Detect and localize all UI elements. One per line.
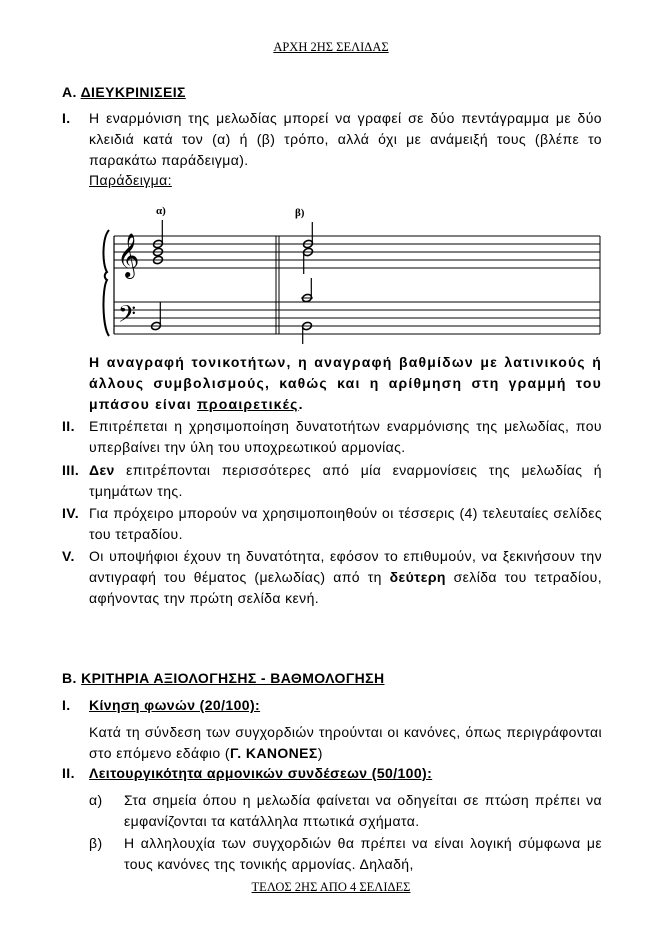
section-a-item-1 [62, 108, 602, 171]
section-b-title [62, 668, 384, 689]
chord-b-treble [303, 222, 314, 274]
item-number: V. [62, 548, 75, 564]
item-number: ΙΙ. [62, 765, 75, 781]
item-text: Οι υποψήφιοι έχουν τη δυνατότητα, εφόσον το επιθυμούν, να ξεκινήσουν την αντιγραφή του θέματος (μελωδίας) από τη [89, 548, 602, 585]
item-number: Ι. [62, 110, 71, 126]
item-text: Η εναρμόνιση της μελωδίας μπορεί να γραφεί σε δύο πεντάγραμμα με δύο κλειδιά κατά τον (α) ή (β) τρόπο, αλλά όχι με ανάμειξή τους (βλέπε το παρακάτω παράδειγμα). [89, 110, 602, 168]
item-heading: Κίνηση φωνών (20/100): [89, 697, 261, 713]
section-b-item-2 [62, 763, 602, 784]
sub-item-number: β) [89, 835, 103, 851]
example-label-row [62, 170, 602, 191]
example-label-b: β) [295, 207, 305, 219]
item-number: ΙΙΙ. [62, 462, 80, 478]
bass-clef-icon: 𝄢 [118, 300, 137, 333]
section-a-item-3 [62, 460, 602, 502]
item-text: Επιτρέπεται η χρησιμοποίηση δυνατοτήτων εναρμόνισης της μελωδίας, που υπερβαίνει την ύλη του υποχρεωτικού αρμονίας. [89, 418, 602, 455]
item-number: Ι. [62, 697, 71, 713]
item-text: Κατά τη σύνδεση των συγχορδιών τηρούνται οι κανόνες, όπως περιγράφονται στο επόμενο εδάφιο ( [89, 724, 602, 761]
section-b-heading: ΚΡΙΤΗΡΙΑ ΑΞΙΟΛΟΓΗΣΗΣ - ΒΑΘΜΟΛΟΓΗΣΗ [81, 670, 385, 686]
section-a-title [62, 82, 186, 103]
optional-note [62, 352, 602, 415]
page-header: ΑΡΧΗ 2ΗΣ ΣΕΛΙΔΑΣ [273, 40, 389, 54]
item-text: επιτρέπονται περισσότερες από μία εναρμονίσεις της μελωδίας ή τμημάτων της. [89, 462, 602, 499]
music-example [100, 198, 610, 346]
optional-note-text: Η αναγραφή τονικοτήτων, η αναγραφή βαθμίδων με λατινικούς ή άλλους συμβολισμούς, καθώς και η αρίθμηση στη γραμμή του μπάσου είναι [89, 354, 602, 412]
item-number: ΙΙ. [62, 418, 75, 434]
sub-item-number: α) [89, 792, 103, 808]
page-footer: ΤΕΛΟΣ 2ΗΣ ΑΠΟ 4 ΣΕΛΙΔΕΣ [251, 880, 411, 894]
section-a-heading: ΔΙΕΥΚΡΙΝΙΣΕΙΣ [80, 84, 186, 100]
item-heading: Λειτουργικότητα αρμονικών συνδέσεων (50/100): [89, 765, 433, 781]
example-label: Παράδειγμα: [89, 172, 172, 188]
sub-item-a [89, 790, 602, 832]
item-text-end: σελίδα του τετραδίου, αφήνοντας την πρώτη σελίδα κενή. [89, 569, 602, 606]
item-text-bold: Γ. ΚΑΝΟΝΕΣ [229, 745, 318, 761]
sub-item-b [89, 833, 602, 875]
section-a-item-4 [62, 503, 602, 545]
brace-icon [103, 230, 109, 336]
item-text-bold: Δεν [89, 462, 115, 478]
sub-item-text: Η αλληλουχία των συγχορδιών θα πρέπει να είναι λογική σύμφωνα με τους κανόνες της τονικής αρμονίας. Δηλαδή, [124, 835, 602, 872]
optional-note-emphasis: προαιρετικές [196, 396, 299, 412]
example-label-a: α) [156, 205, 166, 217]
item-text-end: ) [317, 745, 323, 761]
chord-a-treble [153, 220, 164, 265]
section-b-letter: Β. [62, 670, 77, 686]
bass-staff [114, 302, 600, 334]
section-b-item-1 [62, 695, 602, 764]
item-number: ΙV. [62, 505, 80, 521]
item-text: Για πρόχειρο μπορούν να χρησιμοποιηθούν οι τέσσερις (4) τελευταίες σελίδες του τετραδίου. [89, 505, 602, 542]
sub-item-text: Στα σημεία όπου η μελωδία φαίνεται να οδηγείται σε πτώση πρέπει να εμφανίζονται τα κατάλληλα πτωτικά σχήματα. [124, 792, 602, 829]
item-text-bold: δεύτερη [389, 569, 446, 585]
optional-note-end: . [298, 396, 304, 412]
section-a-letter: Α. [62, 84, 77, 100]
treble-staff [114, 236, 600, 268]
section-a-item-5 [62, 546, 602, 609]
treble-clef-icon: 𝄞 [117, 233, 140, 277]
section-a-item-2 [62, 416, 602, 458]
